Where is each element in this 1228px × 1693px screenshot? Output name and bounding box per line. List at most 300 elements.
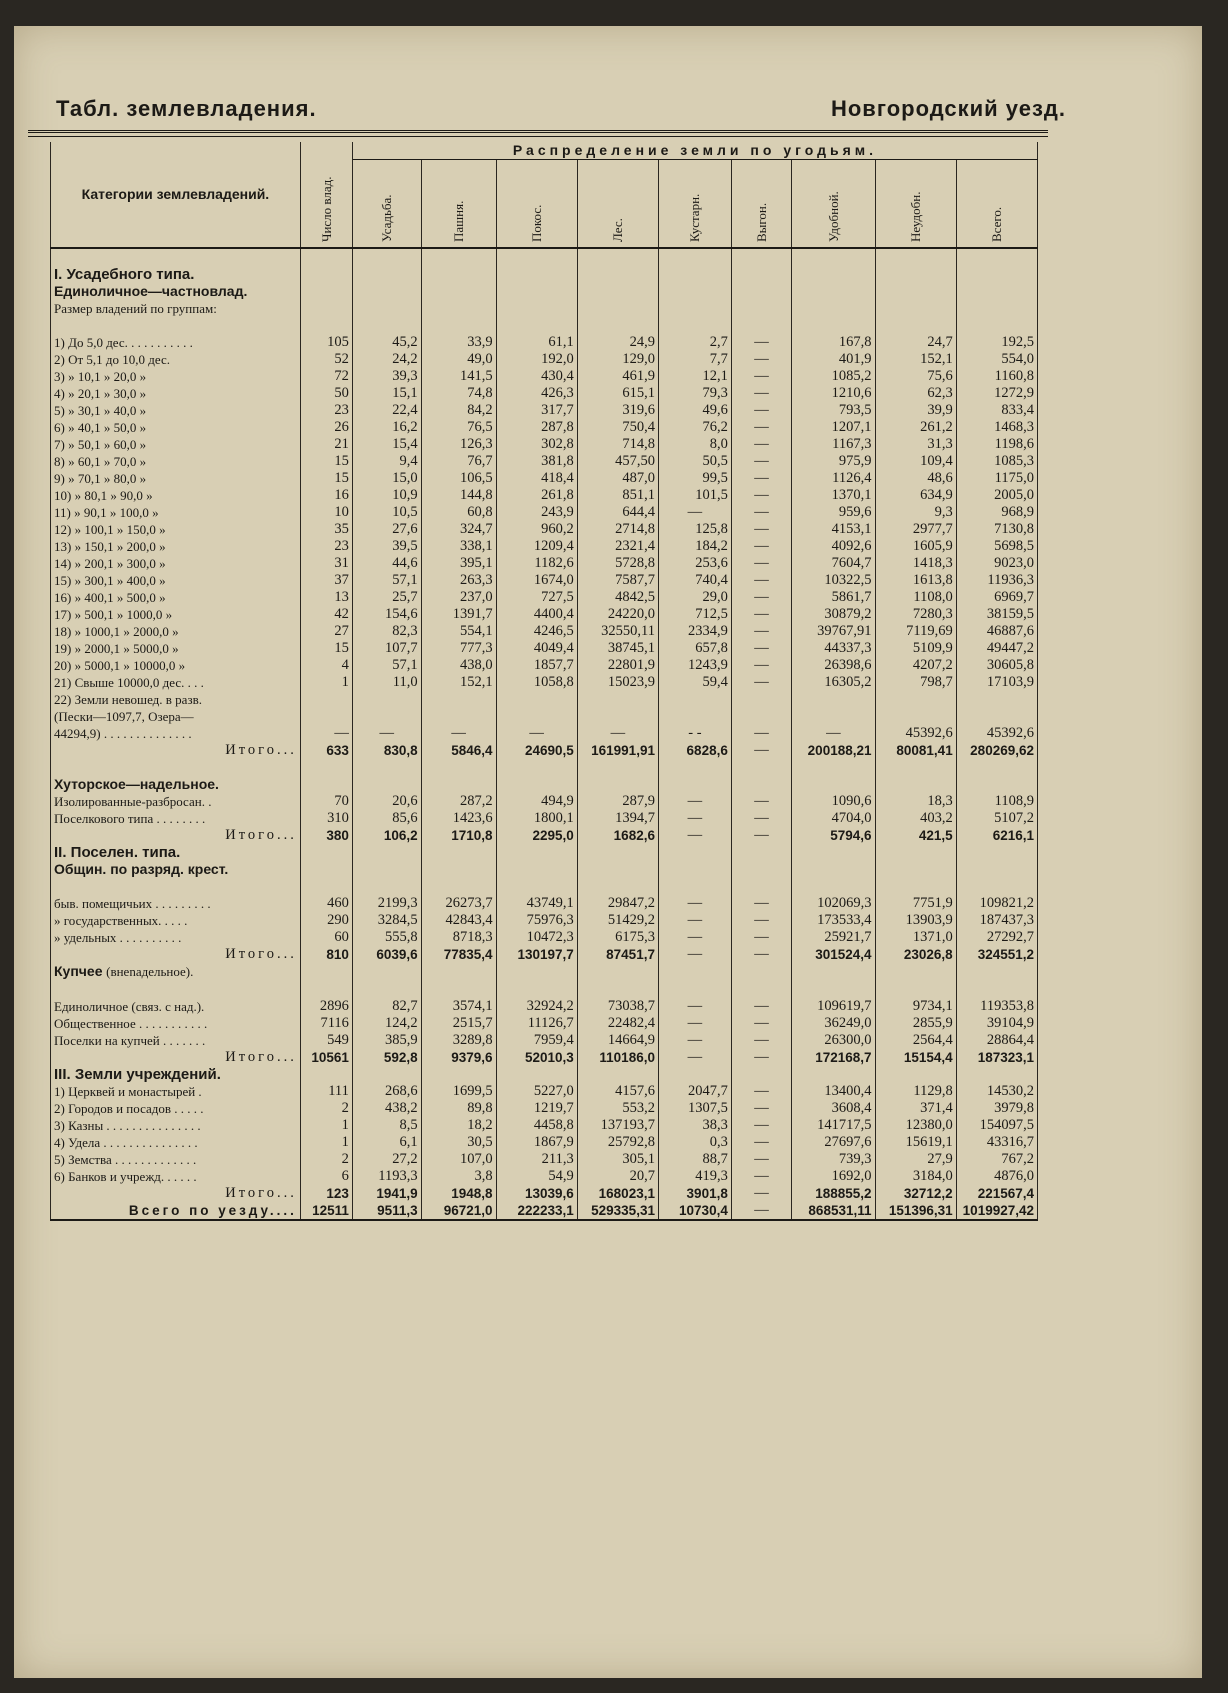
- row-value: 6,1: [352, 1134, 421, 1151]
- row-count: 70: [300, 793, 352, 810]
- header-count-label: Число влад.: [318, 176, 334, 242]
- row-value: —: [731, 334, 791, 351]
- row-value: 11,0: [352, 674, 421, 691]
- row-value: 43316,7: [956, 1134, 1037, 1151]
- row-value: 305,1: [577, 1151, 658, 1168]
- row-value: 31,3: [875, 436, 956, 453]
- row-value: 5698,5: [956, 538, 1037, 555]
- row-value: 3289,8: [421, 1032, 496, 1049]
- row-value: 18,2: [421, 1117, 496, 1134]
- row-value: 211,3: [496, 1151, 577, 1168]
- row-value: 44,6: [352, 555, 421, 572]
- header-count: [300, 142, 352, 248]
- row-label: 5) » 30,1 » 40,0 »: [51, 402, 301, 419]
- row-value: —: [658, 1032, 731, 1049]
- row-value: 3574,1: [421, 998, 496, 1015]
- total-value: 1682,6: [577, 827, 658, 844]
- table-row: [51, 657, 1038, 674]
- row-value: 154,6: [352, 606, 421, 623]
- row-value: 39,9: [875, 402, 956, 419]
- row-value: 7119,69: [875, 623, 956, 640]
- total-count: 380: [300, 827, 352, 844]
- row-count: 13: [300, 589, 352, 606]
- row-value: 777,3: [421, 640, 496, 657]
- total-count: 633: [300, 742, 352, 759]
- row-value: 2977,7: [875, 521, 956, 538]
- row-value: —: [731, 1100, 791, 1117]
- total-value: —: [658, 827, 731, 844]
- row-value: 9,4: [352, 453, 421, 470]
- total-value: 110186,0: [577, 1049, 658, 1066]
- row-label: 3) » 10,1 » 20,0 »: [51, 368, 301, 385]
- row-value: —: [731, 1032, 791, 1049]
- header-category: Категории землевладений.: [51, 142, 301, 248]
- row-value: 32924,2: [496, 998, 577, 1015]
- row-value: 5109,9: [875, 640, 956, 657]
- row-value: 29,0: [658, 589, 731, 606]
- row-value: 1210,6: [792, 385, 875, 402]
- total-row: [51, 946, 1038, 963]
- row-label: 10) » 80,1 » 90,0 »: [51, 487, 301, 504]
- total-value: 324551,2: [956, 946, 1037, 963]
- row-label: 8) » 60,1 » 70,0 »: [51, 453, 301, 470]
- row-value: 634,9: [875, 487, 956, 504]
- row-value: 7280,3: [875, 606, 956, 623]
- row-value: 107,7: [352, 640, 421, 657]
- row-value: 1209,4: [496, 538, 577, 555]
- row-value: —: [658, 895, 731, 912]
- kup-total: [51, 1049, 1038, 1066]
- row-value: 30,5: [421, 1134, 496, 1151]
- row-value: 1085,2: [792, 368, 875, 385]
- row-value: 49,6: [658, 402, 731, 419]
- row-value: 1160,8: [956, 368, 1037, 385]
- row-label: 17) » 500,1 » 1000,0 »: [51, 606, 301, 623]
- row-value: 2047,7: [658, 1083, 731, 1100]
- row-value: 7751,9: [875, 895, 956, 912]
- row-value: 192,5: [956, 334, 1037, 351]
- total-value: 188855,2: [792, 1185, 875, 1202]
- table-row: [51, 793, 1038, 810]
- row-value: 48,6: [875, 470, 956, 487]
- table-row: [51, 1015, 1038, 1032]
- row-value: 12,1: [658, 368, 731, 385]
- row-count: 15: [300, 640, 352, 657]
- row-value: 137193,7: [577, 1117, 658, 1134]
- row-value: —: [658, 929, 731, 946]
- row-value: 8,0: [658, 436, 731, 453]
- total-value: 96721,0: [421, 1202, 496, 1220]
- row-count: 1: [300, 674, 352, 691]
- page-header-left: Табл. землевладения.: [56, 96, 317, 121]
- total-value: 592,8: [352, 1049, 421, 1066]
- row-value: —: [731, 555, 791, 572]
- row-value: 418,4: [496, 470, 577, 487]
- table-row: [51, 929, 1038, 946]
- row-value: 192,0: [496, 351, 577, 368]
- table-row: [51, 470, 1038, 487]
- table-row: 44294,9) . . . . . . . . . . . . . . — — — — — - - — — 45392,6 45392,6: [51, 725, 1038, 742]
- row-value: 82,3: [352, 623, 421, 640]
- row-value: 27,9: [875, 1151, 956, 1168]
- row-count: 1: [300, 1134, 352, 1151]
- row-value: 39104,9: [956, 1015, 1037, 1032]
- total-value: 24690,5: [496, 742, 577, 759]
- row-value: 173533,4: [792, 912, 875, 929]
- row-value: 74,8: [421, 385, 496, 402]
- total-label: Итого...: [51, 827, 301, 844]
- row-value: —: [731, 810, 791, 827]
- row-value: 84,2: [421, 402, 496, 419]
- sec3-total: [51, 1185, 1038, 1202]
- row-value: 461,9: [577, 368, 658, 385]
- row-value: 13400,4: [792, 1083, 875, 1100]
- row-value: 125,8: [658, 521, 731, 538]
- row-value: 302,8: [496, 436, 577, 453]
- row-value: 1272,9: [956, 385, 1037, 402]
- row-label: Изолированные-разбросан. .: [51, 793, 301, 810]
- row-count: 26: [300, 419, 352, 436]
- row-value: 50,5: [658, 453, 731, 470]
- row-value: 129,0: [577, 351, 658, 368]
- table-row: [51, 487, 1038, 504]
- row-value: 76,7: [421, 453, 496, 470]
- row-value: 554,0: [956, 351, 1037, 368]
- total-value: —: [731, 1185, 791, 1202]
- row-value: 15,4: [352, 436, 421, 453]
- total-value: 6039,6: [352, 946, 421, 963]
- row-value: 187437,3: [956, 912, 1037, 929]
- row-label: 20) » 5000,1 » 10000,0 »: [51, 657, 301, 674]
- row-value: 1371,0: [875, 929, 956, 946]
- row-value: 24,2: [352, 351, 421, 368]
- row-count: 72: [300, 368, 352, 385]
- row-value: —: [731, 1015, 791, 1032]
- row-value: 12380,0: [875, 1117, 956, 1134]
- row-label: 5) Земства . . . . . . . . . . . . .: [51, 1151, 301, 1168]
- table-row: [51, 1083, 1038, 1100]
- row-value: 1167,3: [792, 436, 875, 453]
- sec1-total: [51, 742, 1038, 759]
- row-value: 3979,8: [956, 1100, 1037, 1117]
- row-value: 88,7: [658, 1151, 731, 1168]
- total-count: 123: [300, 1185, 352, 1202]
- row-value: 152,1: [875, 351, 956, 368]
- row-value: —: [731, 351, 791, 368]
- row-value: 793,5: [792, 402, 875, 419]
- row-value: —: [731, 504, 791, 521]
- table-row: [51, 1168, 1038, 1185]
- row-value: 154097,5: [956, 1117, 1037, 1134]
- row-count: 42: [300, 606, 352, 623]
- row-count: 35: [300, 521, 352, 538]
- row-value: 1867,9: [496, 1134, 577, 1151]
- total-value: 80081,41: [875, 742, 956, 759]
- table-row: [51, 453, 1038, 470]
- row-label: 3) Казны . . . . . . . . . . . . . . .: [51, 1117, 301, 1134]
- row-label: быв. помещичьих . . . . . . . . .: [51, 895, 301, 912]
- row-value: 22801,9: [577, 657, 658, 674]
- sec3-rows: [51, 1083, 1038, 1185]
- row-value: —: [731, 998, 791, 1015]
- row-value: 1219,7: [496, 1100, 577, 1117]
- header-col-neudobn: Неудобн.: [875, 160, 956, 248]
- total-value: 187323,1: [956, 1049, 1037, 1066]
- header-col-usadba: Усадьба.: [352, 160, 421, 248]
- row-count: 460: [300, 895, 352, 912]
- row-value: 39,3: [352, 368, 421, 385]
- total-row: [51, 1185, 1038, 1202]
- row-value: 152,1: [421, 674, 496, 691]
- total-value: 130197,7: [496, 946, 577, 963]
- section-title: II. Поселен. типа.: [51, 844, 301, 861]
- total-value: —: [731, 742, 791, 759]
- row-value: 2515,7: [421, 1015, 496, 1032]
- row-value: 75976,3: [496, 912, 577, 929]
- header-distribution: Распределение земли по угодьям.: [352, 142, 1037, 160]
- total-label: Итого...: [51, 946, 301, 963]
- row-value: —: [731, 1168, 791, 1185]
- total-value: —: [731, 1049, 791, 1066]
- row-count: 2896: [300, 998, 352, 1015]
- row-count: 10: [300, 504, 352, 521]
- row-value: 73038,7: [577, 998, 658, 1015]
- row-value: 18,3: [875, 793, 956, 810]
- row-label: 19) » 2000,1 » 5000,0 »: [51, 640, 301, 657]
- row-value: 141717,5: [792, 1117, 875, 1134]
- row-value: 75,6: [875, 368, 956, 385]
- land-ownership-table: [50, 142, 1038, 1221]
- row-value: 38,3: [658, 1117, 731, 1134]
- row-value: 317,7: [496, 402, 577, 419]
- row-value: 82,7: [352, 998, 421, 1015]
- row-value: 263,3: [421, 572, 496, 589]
- header-col-les: Лес.: [577, 160, 658, 248]
- row-value: 401,9: [792, 351, 875, 368]
- row-count: 4: [300, 657, 352, 674]
- row-value: 11126,7: [496, 1015, 577, 1032]
- row-value: —: [731, 487, 791, 504]
- row-value: 7587,7: [577, 572, 658, 589]
- row-label: 21) Свыше 10000,0 дес. . . .: [51, 674, 301, 691]
- row-value: 324,7: [421, 521, 496, 538]
- row-value: 15,0: [352, 470, 421, 487]
- row-value: 268,6: [352, 1083, 421, 1100]
- table-row: [51, 368, 1038, 385]
- row-value: 26398,6: [792, 657, 875, 674]
- row-value: 712,5: [658, 606, 731, 623]
- row-value: 124,2: [352, 1015, 421, 1032]
- row-value: 25,7: [352, 589, 421, 606]
- total-value: 1710,8: [421, 827, 496, 844]
- header-col-pashnya: Пашня.: [421, 160, 496, 248]
- row-value: 385,9: [352, 1032, 421, 1049]
- row-label: 1) Церквей и монастырей .: [51, 1083, 301, 1100]
- header-col-vygon: Выгон.: [731, 160, 791, 248]
- row-value: 833,4: [956, 402, 1037, 419]
- table-row: [51, 334, 1038, 351]
- total-value: 151396,31: [875, 1202, 956, 1220]
- row-value: —: [731, 1134, 791, 1151]
- row-value: 59,4: [658, 674, 731, 691]
- table-row: [51, 998, 1038, 1015]
- row-value: 2,7: [658, 334, 731, 351]
- row-value: 4157,6: [577, 1083, 658, 1100]
- groups-label: Размер владений по группам:: [51, 300, 301, 317]
- row-value: 29847,2: [577, 895, 658, 912]
- row-value: 261,8: [496, 487, 577, 504]
- total-value: —: [658, 946, 731, 963]
- row-value: 101,5: [658, 487, 731, 504]
- row-value: 38159,5: [956, 606, 1037, 623]
- row-label: » удельных . . . . . . . . . .: [51, 929, 301, 946]
- row-count: 310: [300, 810, 352, 827]
- row-value: 85,6: [352, 810, 421, 827]
- row-value: 32550,11: [577, 623, 658, 640]
- row-label: 6) » 40,1 » 50,0 »: [51, 419, 301, 436]
- total-value: 1948,8: [421, 1185, 496, 1202]
- header-col-vsego: Всего.: [956, 160, 1037, 248]
- row-value: 39767,91: [792, 623, 875, 640]
- row-value: 57,1: [352, 572, 421, 589]
- row-value: 20,7: [577, 1168, 658, 1185]
- row-label: 11) » 90,1 » 100,0 »: [51, 504, 301, 521]
- total-value: 15154,4: [875, 1049, 956, 1066]
- row-value: —: [658, 998, 731, 1015]
- table-row: [51, 589, 1038, 606]
- row-value: 553,2: [577, 1100, 658, 1117]
- row-label: 13) » 150,1 » 200,0 »: [51, 538, 301, 555]
- khut-rows: [51, 793, 1038, 827]
- row-value: 33,9: [421, 334, 496, 351]
- row-value: 76,2: [658, 419, 731, 436]
- row-value: 1307,5: [658, 1100, 731, 1117]
- table-row: [51, 504, 1038, 521]
- row-value: 2564,4: [875, 1032, 956, 1049]
- row-value: 27,2: [352, 1151, 421, 1168]
- table-row: [51, 810, 1038, 827]
- row-value: 9023,0: [956, 555, 1037, 572]
- table-row: [51, 521, 1038, 538]
- row-value: 24,7: [875, 334, 956, 351]
- row-value: 16,2: [352, 419, 421, 436]
- row-value: 14664,9: [577, 1032, 658, 1049]
- row-value: 24,9: [577, 334, 658, 351]
- row-value: 7604,7: [792, 555, 875, 572]
- row-value: 109,4: [875, 453, 956, 470]
- total-value: 280269,62: [956, 742, 1037, 759]
- row-value: 975,9: [792, 453, 875, 470]
- row-value: 89,8: [421, 1100, 496, 1117]
- row-value: —: [731, 895, 791, 912]
- row-value: 1126,4: [792, 470, 875, 487]
- row-value: 184,2: [658, 538, 731, 555]
- row-value: 419,3: [658, 1168, 731, 1185]
- row-value: 2005,0: [956, 487, 1037, 504]
- row-value: 24220,0: [577, 606, 658, 623]
- total-value: 529335,31: [577, 1202, 658, 1220]
- total-row: [51, 742, 1038, 759]
- row-count: 15: [300, 470, 352, 487]
- row-value: 79,3: [658, 385, 731, 402]
- row-value: 1243,9: [658, 657, 731, 674]
- row-value: 8,5: [352, 1117, 421, 1134]
- row-value: —: [731, 538, 791, 555]
- row-value: 44337,3: [792, 640, 875, 657]
- row-value: —: [731, 453, 791, 470]
- row-value: 51429,2: [577, 912, 658, 929]
- row-value: 36249,0: [792, 1015, 875, 1032]
- total-value: 2295,0: [496, 827, 577, 844]
- grand-total-row: [51, 1202, 1038, 1220]
- row-value: 1198,6: [956, 436, 1037, 453]
- subsection-title: Купчее (внenадельное).: [51, 963, 301, 981]
- row-value: 1857,7: [496, 657, 577, 674]
- row-value: 76,5: [421, 419, 496, 436]
- row-count: 60: [300, 929, 352, 946]
- row-value: 7,7: [658, 351, 731, 368]
- row-value: —: [731, 572, 791, 589]
- row-label: 2) От 5,1 до 10,0 дес.: [51, 351, 301, 368]
- row-value: 395,1: [421, 555, 496, 572]
- row-count: 549: [300, 1032, 352, 1049]
- row-value: 22,4: [352, 402, 421, 419]
- row-value: 4246,5: [496, 623, 577, 640]
- row-value: 144,8: [421, 487, 496, 504]
- row-value: 1418,3: [875, 555, 956, 572]
- row-value: 2199,3: [352, 895, 421, 912]
- row-count: 31: [300, 555, 352, 572]
- row-value: 3284,5: [352, 912, 421, 929]
- row-value: —: [658, 504, 731, 521]
- row-value: —: [731, 385, 791, 402]
- row-value: 5861,7: [792, 589, 875, 606]
- row-value: 141,5: [421, 368, 496, 385]
- row-value: 287,2: [421, 793, 496, 810]
- table-row: 22) Земли невошед. в разв.: [51, 691, 1038, 708]
- total-value: —: [658, 1049, 731, 1066]
- row-value: 4458,8: [496, 1117, 577, 1134]
- row-value: —: [731, 623, 791, 640]
- total-value: 1019927,42: [956, 1202, 1037, 1220]
- row-label: Общественное . . . . . . . . . . .: [51, 1015, 301, 1032]
- total-value: 172168,7: [792, 1049, 875, 1066]
- row-value: —: [731, 606, 791, 623]
- row-value: 1108,0: [875, 589, 956, 606]
- row-value: 6969,7: [956, 589, 1037, 606]
- table-row: [51, 572, 1038, 589]
- row-label: 2) Городов и посадов . . . . .: [51, 1100, 301, 1117]
- row-value: 13903,9: [875, 912, 956, 929]
- total-value: 87451,7: [577, 946, 658, 963]
- row-value: 39,5: [352, 538, 421, 555]
- row-label: 12) » 100,1 » 150,0 »: [51, 521, 301, 538]
- row-value: 261,2: [875, 419, 956, 436]
- total-value: 52010,3: [496, 1049, 577, 1066]
- sec1-rows: [51, 334, 1038, 691]
- row-value: 2334,9: [658, 623, 731, 640]
- row-count: 37: [300, 572, 352, 589]
- row-value: 253,6: [658, 555, 731, 572]
- total-value: 1941,9: [352, 1185, 421, 1202]
- row-value: 243,9: [496, 504, 577, 521]
- row-value: 4842,5: [577, 589, 658, 606]
- row-value: 30879,2: [792, 606, 875, 623]
- row-value: 15023,9: [577, 674, 658, 691]
- total-value: 6828,6: [658, 742, 731, 759]
- row-value: 7959,4: [496, 1032, 577, 1049]
- table-row: [51, 1117, 1038, 1134]
